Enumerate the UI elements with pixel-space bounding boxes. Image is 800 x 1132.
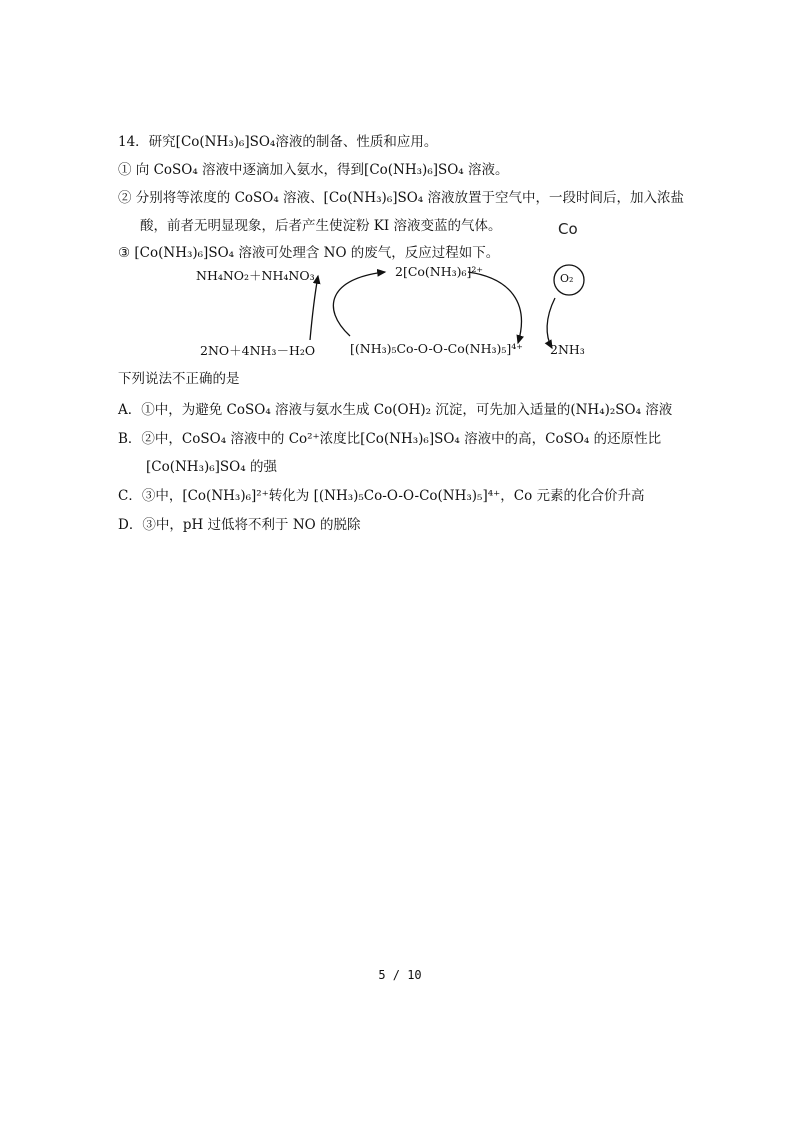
step-1: ① 向 CoSO₄ 溶液中逐滴加入氨水，得到[Co(NH₃)₆]SO₄ 溶液。	[118, 162, 509, 178]
step-2-line-1: ② 分别将等浓度的 CoSO₄ 溶液、[Co(NH₃)₆]SO₄ 溶液放置于空气中，一段时间后，加入浓盐	[118, 190, 685, 206]
option-b-line-1: B．②中，CoSO₄ 溶液中的 Co²⁺浓度比[Co(NH₃)₆]SO₄ 溶液中的高，CoSO₄ 的还原性比	[118, 431, 662, 447]
label-2no-4nh3: 2NO＋4NH₃－H₂O	[200, 343, 316, 358]
reaction-cycle-diagram	[180, 248, 620, 368]
handwritten-note: Co	[558, 220, 578, 238]
option-c: C．③中，[Co(NH₃)₆]²⁺转化为 [(NH₃)₅Co-O-O-Co(NH₃)₅]⁴⁺，Co 元素的化合价升高	[118, 488, 645, 504]
step-3: ③ [Co(NH₃)₆]SO₄ 溶液可处理含 NO 的废气，反应过程如下。	[118, 245, 500, 261]
arrow-to-2nh3	[547, 298, 555, 348]
label-o2: O₂	[560, 272, 574, 285]
label-co-nh3-6: 2[Co(NH₃)₆]²⁺	[395, 264, 484, 279]
question-prompt: 下列说法不正确的是	[118, 371, 240, 387]
option-d: D．③中，pH 过低将不利于 NO 的脱除	[118, 517, 361, 533]
question-stem: 14．研究[Co(NH₃)₆]SO₄溶液的制备、性质和应用。	[118, 134, 438, 150]
option-a: A．①中，为避免 CoSO₄ 溶液与氨水生成 Co(OH)₂ 沉淀，可先加入适量的(NH₄)₂SO₄ 溶液	[118, 402, 673, 418]
arrow-to-nh4no2	[310, 276, 318, 340]
step-2-line-2: 酸，前者无明显现象，后者产生使淀粉 KI 溶液变蓝的气体。	[140, 218, 502, 234]
arrow-cycle-right	[468, 272, 521, 343]
label-2nh3: 2NH₃	[550, 342, 585, 357]
option-b-line-2: [Co(NH₃)₆]SO₄ 的强	[146, 459, 277, 475]
label-nh4no2-nh4no3: NH₄NO₂＋NH₄NO₃	[196, 268, 315, 283]
arrow-cycle-left	[333, 272, 385, 336]
label-peroxo-complex: [(NH₃)₅Co-O-O-Co(NH₃)₅]⁴⁺	[350, 341, 523, 356]
page-number: 5 / 10	[378, 968, 422, 982]
